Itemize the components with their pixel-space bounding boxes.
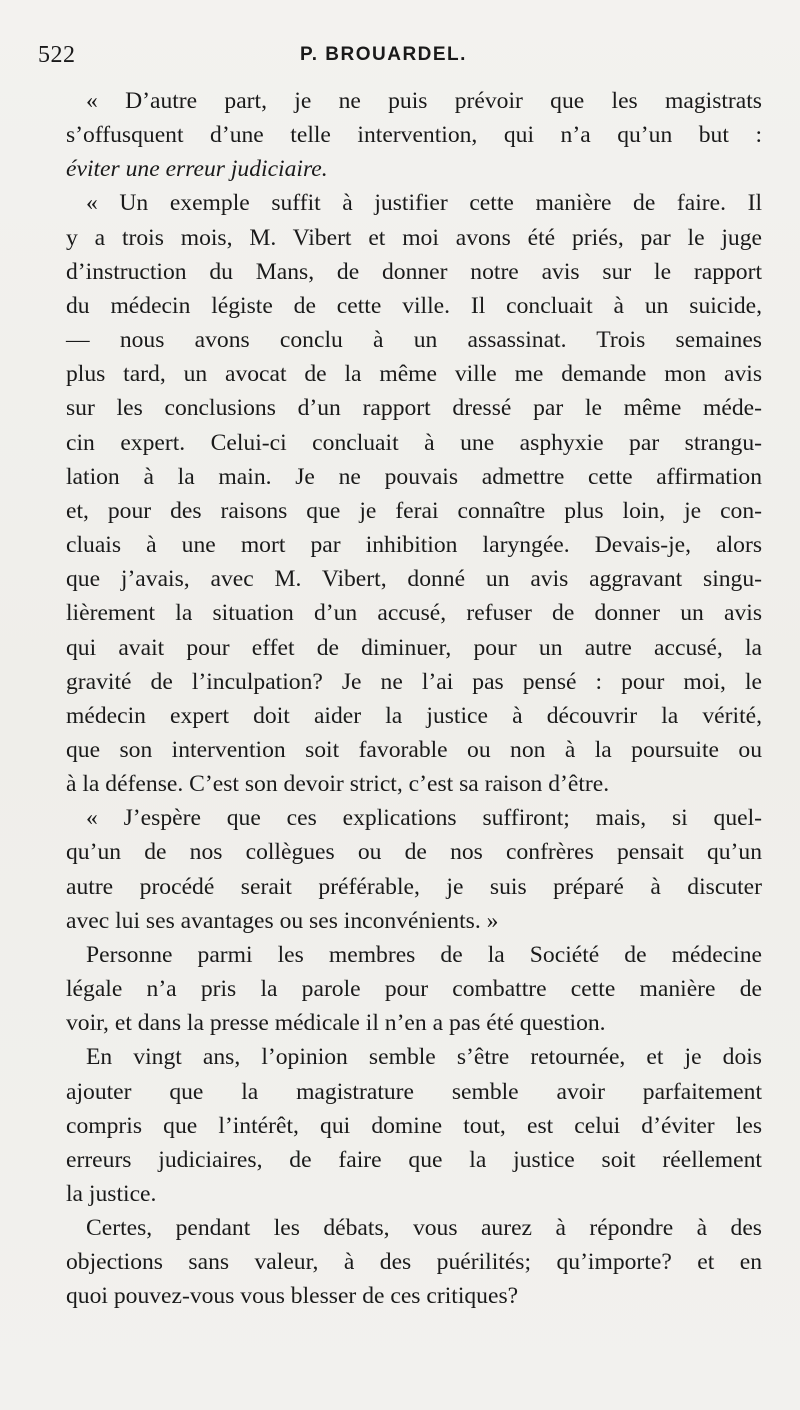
text-line: « Un exemple suffit à justifier cette manière de faire. Il (86, 190, 762, 217)
text-line: médecin expert doit aider la justice à découvrir la vérité, (66, 702, 762, 729)
italic-phrase: éviter une erreur judiciaire. (66, 156, 328, 183)
page-header (38, 42, 762, 76)
text-line: à la défense. C’est son devoir strict, c’est sa raison d’être. (66, 771, 610, 798)
text-line: — nous avons conclu à un assassinat. Trois semaines (66, 327, 762, 354)
text-line: En vingt ans, l’opinion semble s’être retournée, et je dois (86, 1044, 762, 1071)
body-text (46, 84, 762, 1314)
text-line: légale n’a pris la parole pour combattre cette manière de (66, 976, 762, 1003)
text-line: plus tard, un avocat de la même ville me demande mon avis (66, 361, 762, 388)
text-line: que j’avais, avec M. Vibert, donné un avis aggravant singu- (66, 566, 762, 593)
text-line (46, 152, 762, 186)
text-line: « D’autre part, je ne puis prévoir que les magistrats (86, 88, 762, 114)
text-line: objections sans valeur, à des puérilités; qu’importe? et en (66, 1249, 762, 1276)
page-number: 522 (38, 42, 76, 68)
text-line: lation à la main. Je ne pouvais admettre cette affirmation (66, 463, 762, 490)
text-line: la justice. (66, 1181, 157, 1207)
text-line: quoi pouvez-vous vous blesser de ces critiques? (66, 1283, 519, 1310)
text-line: autre procédé serait préférable, je suis préparé à discuter (66, 873, 762, 900)
text-line: avec lui ses avantages ou ses inconvénients. » (66, 907, 499, 934)
text-line: erreurs judiciaires, de faire que la justice soit réellement (66, 1146, 762, 1173)
text-line: Certes, pendant les débats, vous aurez à répondre à des (86, 1215, 762, 1242)
text-line: qu’un de nos collègues ou de nos confrères pensait qu’un (66, 839, 762, 866)
text-line: sur les conclusions d’un rapport dressé par le même méde- (66, 395, 762, 422)
text-line: d’instruction du Mans, de donner notre avis sur le rapport (66, 258, 762, 285)
paragraph (46, 1211, 762, 1313)
text-line: cluais à une mort par inhibition laryngée. Devais-je, alors (66, 532, 762, 559)
text-line: voir, et dans la presse médicale il n’en a pas été question. (66, 1010, 606, 1037)
paragraph (46, 801, 762, 938)
text-line: et, pour des raisons que je ferai connaître plus loin, je con- (66, 497, 762, 524)
text-line: gravité de l’inculpation? Je ne l’ai pas pensé : pour moi, le (66, 668, 762, 695)
text-line: Personne parmi les membres de la Société de médecine (86, 941, 762, 968)
paragraph (46, 186, 762, 801)
text-line: que son intervention soit favorable ou non à la poursuite ou (66, 736, 762, 763)
text-line: « J’espère que ces explications suffiront; mais, si quel- (86, 805, 762, 832)
text-line: du médecin légiste de cette ville. Il concluait à un suicide, (66, 292, 762, 319)
running-head-author: P. BROUARDEL. (300, 44, 467, 65)
text-line: compris que l’intérêt, qui domine tout, est celui d’éviter les (66, 1112, 762, 1139)
paragraph (46, 1040, 762, 1211)
text-line: ajouter que la magistrature semble avoir parfaitement (66, 1078, 762, 1105)
text-line: qui avait pour effet de diminuer, pour un autre accusé, la (66, 634, 762, 661)
text-line: s’offusquent d’une telle intervention, qui n’a qu’un but : (66, 122, 762, 149)
text-line: lièrement la situation d’un accusé, refuser de donner un avis (66, 600, 762, 627)
paragraph (46, 938, 762, 1040)
text-line: cin expert. Celui-ci concluait à une asphyxie par strangu- (66, 429, 762, 456)
paragraph (46, 84, 762, 186)
text-line: y a trois mois, M. Vibert et moi avons été priés, par le juge (66, 224, 762, 251)
